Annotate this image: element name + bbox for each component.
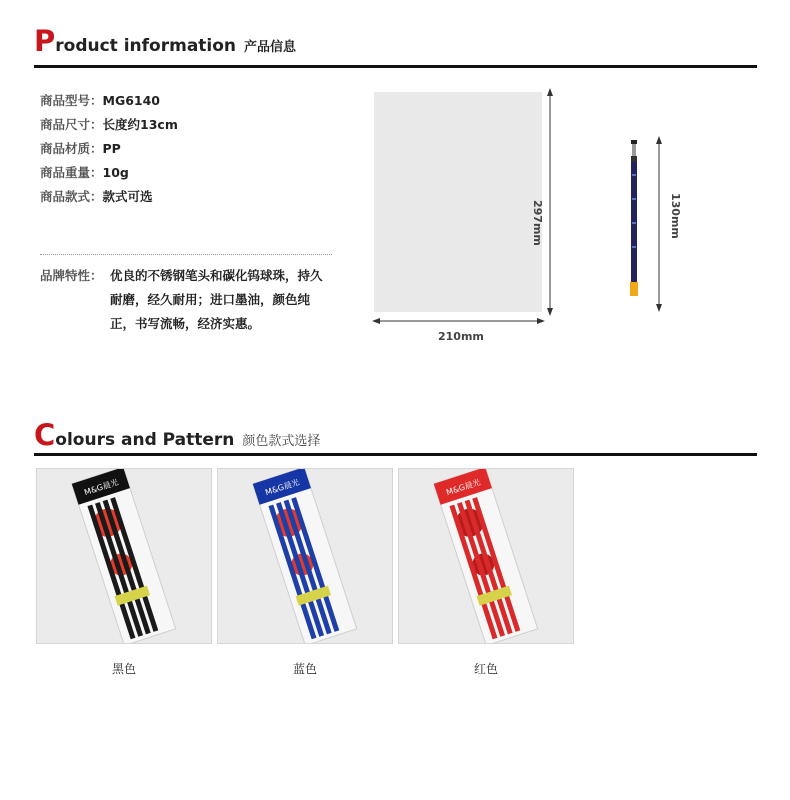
section-divider bbox=[34, 453, 757, 456]
heading-cn: 产品信息 bbox=[244, 40, 297, 55]
feature-label: 品牌特性： bbox=[40, 268, 103, 283]
heading-initial: C bbox=[34, 418, 56, 452]
product-info-heading bbox=[34, 24, 297, 58]
heading-text: roduct information bbox=[55, 36, 237, 56]
colour-option-black[interactable] bbox=[36, 468, 212, 644]
colour-option-red[interactable] bbox=[398, 468, 574, 644]
section-divider bbox=[34, 65, 757, 68]
heading-text: olours and Pattern bbox=[55, 430, 235, 450]
refill-icon bbox=[627, 140, 641, 300]
refill-length-label: 130mm bbox=[669, 193, 682, 239]
spec-weight: 商品重量：10g bbox=[40, 165, 129, 180]
colours-heading bbox=[34, 418, 321, 452]
paper-width-label: 210mm bbox=[438, 330, 484, 343]
svg-text:M&G晨光: M&G晨光 bbox=[264, 477, 301, 498]
black-refill-pack-image bbox=[37, 469, 212, 644]
colour-label-black: 黑色 bbox=[111, 662, 136, 676]
colour-label-red: 红色 bbox=[473, 662, 498, 676]
heading-cn: 颜色款式选择 bbox=[242, 434, 321, 449]
spec-size: 商品尺寸：长度约13cm bbox=[40, 117, 178, 132]
dotted-divider bbox=[40, 254, 332, 255]
colour-label-blue: 蓝色 bbox=[292, 662, 317, 676]
svg-text:M&G晨光: M&G晨光 bbox=[445, 477, 482, 498]
blue-refill-pack-image bbox=[218, 469, 393, 644]
heading-initial: P bbox=[34, 24, 56, 58]
svg-text:M&G晨光: M&G晨光 bbox=[83, 477, 120, 498]
spec-material: 商品材质：PP bbox=[40, 141, 121, 156]
spec-style: 商品款式：款式可选 bbox=[40, 189, 153, 204]
colour-option-blue[interactable] bbox=[217, 468, 393, 644]
feature-text: 优良的不锈钢笔头和碳化钨球珠，持久耐磨，经久耐用；进口墨油，颜色纯正，书写流畅，经济实惠。 bbox=[110, 268, 323, 331]
red-refill-pack-image bbox=[399, 469, 574, 644]
spec-model: 商品型号：MG6140 bbox=[40, 93, 161, 108]
paper-height-label: 297mm bbox=[531, 200, 544, 246]
